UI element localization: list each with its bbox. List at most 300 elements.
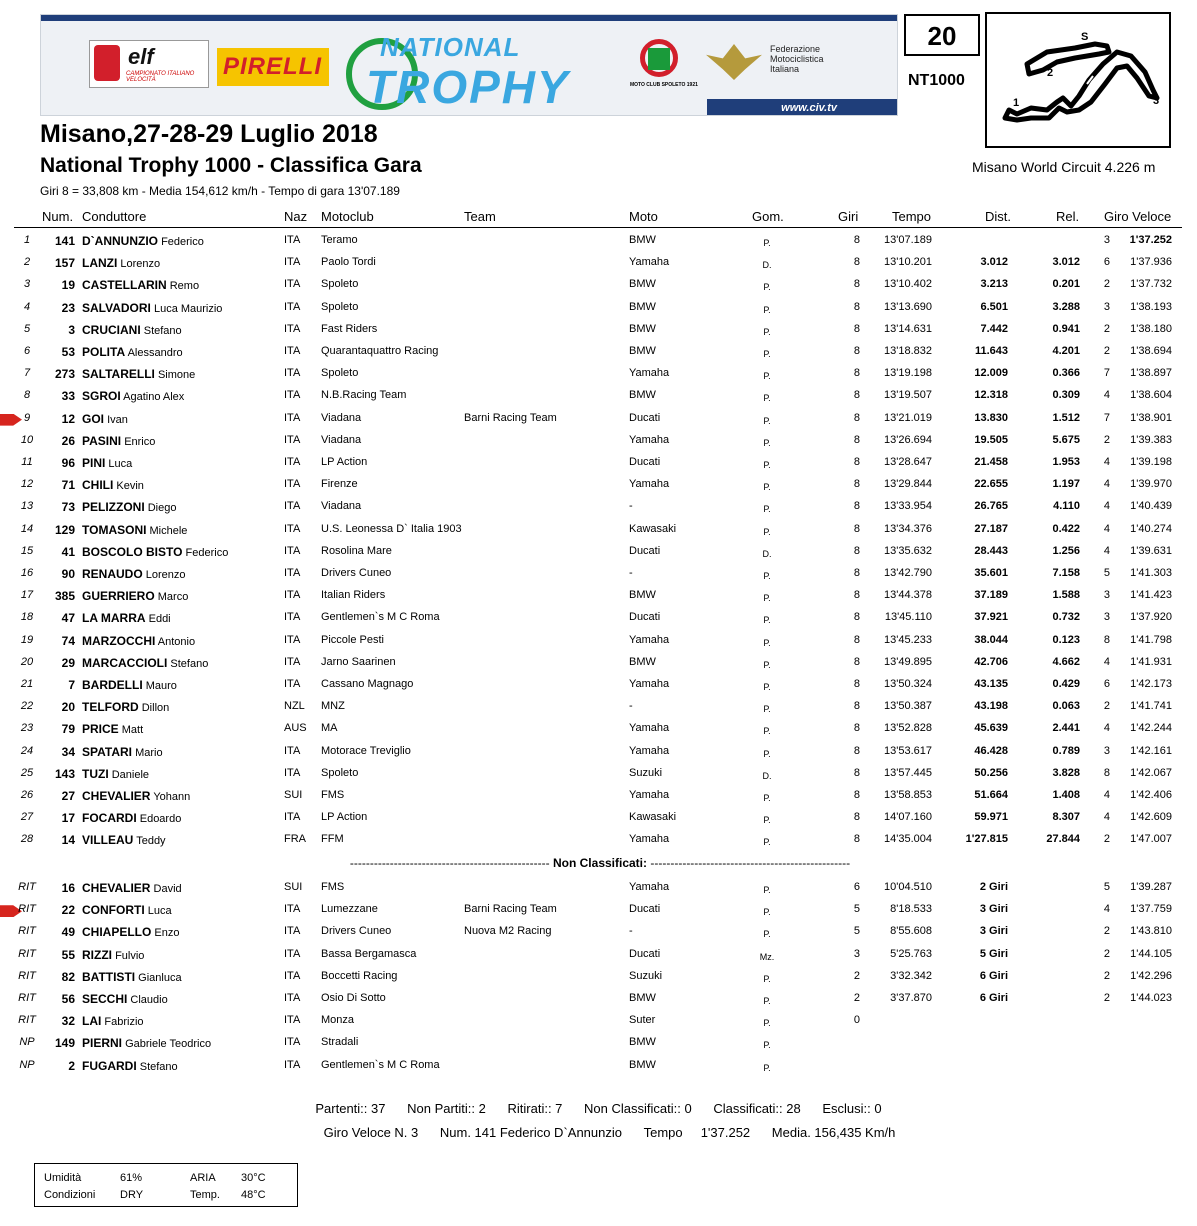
row-driver-firstname: Stefano bbox=[139, 1060, 178, 1073]
col-header-moto: Moto bbox=[629, 209, 658, 224]
row-gap-leader: 19.505 bbox=[974, 433, 1008, 446]
row-gap-leader: 28.443 bbox=[974, 544, 1008, 557]
row-laps: 8 bbox=[853, 611, 860, 624]
row-tyres: P. bbox=[763, 437, 771, 448]
row-gap-leader: 3 Giri bbox=[979, 925, 1008, 938]
row-laps: 8 bbox=[853, 478, 860, 491]
row-tyres: P. bbox=[763, 973, 771, 984]
row-driver-firstname: Stefano bbox=[170, 657, 209, 670]
row-tyres: P. bbox=[763, 929, 771, 940]
row-driver-surname: RENAUDO bbox=[82, 567, 143, 581]
row-driver bbox=[82, 767, 149, 781]
row-tyres: P. bbox=[763, 907, 771, 918]
row-gap-previous: 3.288 bbox=[1052, 300, 1080, 313]
row-number: 79 bbox=[61, 722, 75, 737]
row-driver-firstname: Fabrizio bbox=[104, 1016, 144, 1029]
row-tyres: Mz. bbox=[759, 951, 775, 962]
row-best-lap-time: 1'42.067 bbox=[1130, 766, 1172, 779]
row-gap-previous: 0.309 bbox=[1052, 389, 1080, 402]
row-team: Barni Racing Team bbox=[464, 411, 557, 424]
row-tyres: P. bbox=[763, 526, 771, 537]
row-best-lap-number: 8 bbox=[1103, 633, 1110, 646]
row-best-lap-number: 2 bbox=[1103, 278, 1110, 291]
row-laps: 2 bbox=[853, 992, 860, 1004]
row-tyres: P. bbox=[763, 393, 771, 404]
row-position: RIT bbox=[18, 925, 36, 938]
row-motoclub: Monza bbox=[321, 1014, 355, 1027]
row-tyres: P. bbox=[763, 593, 771, 604]
row-nationality: ITA bbox=[284, 655, 301, 668]
row-motoclub: Cassano Magnago bbox=[321, 678, 414, 690]
row-laps: 8 bbox=[853, 789, 860, 801]
row-nationality: ITA bbox=[284, 1014, 301, 1027]
row-time: 13'50.324 bbox=[884, 678, 932, 690]
row-position: 9 bbox=[23, 411, 31, 424]
row-tyres: P. bbox=[763, 482, 771, 493]
row-gap-leader: 37.189 bbox=[974, 589, 1008, 602]
table-row bbox=[0, 742, 1197, 764]
row-nationality: ITA bbox=[284, 903, 301, 916]
elf-civ-logo bbox=[89, 40, 209, 88]
row-time: 13'29.844 bbox=[884, 478, 932, 491]
table-row bbox=[0, 922, 1197, 944]
row-time: 13'19.198 bbox=[884, 367, 932, 380]
row-best-lap-time: 1'37.252 bbox=[1129, 234, 1172, 246]
row-gap-leader: 3.213 bbox=[980, 278, 1008, 291]
weather-humidity: 61% bbox=[120, 1172, 143, 1184]
row-number: 149 bbox=[54, 1036, 75, 1051]
row-best-lap-time: 1'37.732 bbox=[1130, 278, 1172, 291]
row-best-lap-time: 1'42.173 bbox=[1130, 678, 1172, 690]
row-driver-surname: FOCARDI bbox=[82, 811, 137, 826]
row-time: 13'49.895 bbox=[884, 655, 932, 668]
row-motoclub: Spoleto bbox=[321, 766, 359, 779]
row-laps: 8 bbox=[853, 456, 860, 468]
stat-partenti: Partenti:: 37 bbox=[315, 1101, 386, 1116]
row-motorcycle: BMW bbox=[629, 322, 656, 335]
fmi-logo bbox=[706, 42, 826, 86]
row-laps: 3 bbox=[853, 947, 860, 960]
row-gap-leader: 42.706 bbox=[974, 655, 1008, 668]
row-motoclub: Viadana bbox=[321, 433, 362, 446]
col-header-best: Giro Veloce bbox=[1104, 209, 1172, 224]
row-laps: 8 bbox=[853, 766, 860, 779]
row-time: 13'58.853 bbox=[884, 789, 932, 801]
row-motoclub: Gentlemen`s M C Roma bbox=[321, 1058, 440, 1071]
col-header-driver: Conduttore bbox=[82, 209, 147, 224]
row-motorcycle: - bbox=[629, 700, 633, 713]
row-driver-firstname: Eddi bbox=[148, 613, 171, 626]
row-gap-previous: 8.307 bbox=[1052, 811, 1080, 824]
fastest-lap-line bbox=[0, 1125, 1197, 1140]
row-driver bbox=[82, 278, 199, 292]
row-best-lap-time: 1'41.303 bbox=[1130, 567, 1172, 579]
separator-dashes-left: -------------------------------------------------- bbox=[349, 856, 553, 870]
row-nationality: ITA bbox=[284, 322, 301, 335]
row-nationality: ITA bbox=[284, 611, 301, 624]
weather-conditions-label: Condizioni bbox=[44, 1189, 96, 1201]
row-number: 55 bbox=[61, 947, 75, 962]
row-motoclub: Drivers Cuneo bbox=[321, 925, 392, 938]
row-gap-previous: 0.422 bbox=[1052, 522, 1080, 535]
row-tyres: P. bbox=[763, 837, 771, 848]
row-team: Nuova M2 Racing bbox=[464, 925, 552, 938]
row-motoclub: Piccole Pesti bbox=[321, 633, 384, 646]
civ-badge bbox=[94, 45, 120, 81]
row-laps: 5 bbox=[853, 925, 860, 938]
row-best-lap-number: 2 bbox=[1103, 833, 1110, 846]
row-nationality: NZL bbox=[284, 700, 305, 713]
row-driver-firstname: Remo bbox=[169, 280, 200, 293]
row-driver-surname: LANZI bbox=[82, 256, 118, 271]
row-team: Barni Racing Team bbox=[464, 903, 557, 916]
stat-non-partiti: Non Partiti:: 2 bbox=[407, 1101, 486, 1116]
col-header-team: Team bbox=[464, 209, 496, 224]
track-label-3: 3 bbox=[1153, 95, 1160, 107]
stat-esclusi: Esclusi:: 0 bbox=[822, 1101, 882, 1116]
row-number: 16 bbox=[61, 881, 75, 895]
row-best-lap-time: 1'37.920 bbox=[1130, 611, 1172, 624]
fmi-eagle-icon bbox=[706, 44, 762, 80]
fmi-line-1: Federazione bbox=[770, 44, 821, 54]
row-tyres: P. bbox=[763, 704, 771, 715]
row-nationality: ITA bbox=[284, 1058, 301, 1071]
fmi-line-2: Motociclistica bbox=[770, 54, 824, 64]
row-best-lap-number: 3 bbox=[1103, 234, 1110, 246]
row-nationality: AUS bbox=[284, 722, 307, 735]
row-driver-surname: LAI bbox=[82, 1014, 102, 1029]
row-tyres: P. bbox=[763, 748, 771, 759]
row-motoclub: Viadana bbox=[321, 500, 362, 513]
row-nationality: ITA bbox=[284, 522, 301, 535]
table-row bbox=[0, 989, 1197, 1011]
row-gap-leader: 21.458 bbox=[974, 456, 1008, 468]
row-number: 17 bbox=[61, 811, 75, 826]
banner-top-strip bbox=[41, 15, 897, 21]
row-time: 10'04.510 bbox=[884, 881, 932, 893]
row-tyres: D. bbox=[762, 770, 772, 781]
row-driver-surname: POLITA bbox=[82, 345, 126, 359]
row-driver bbox=[82, 948, 144, 962]
row-driver bbox=[82, 611, 171, 625]
row-gap-previous: 1.197 bbox=[1052, 478, 1080, 491]
row-best-lap-time: 1'38.180 bbox=[1130, 322, 1172, 335]
row-motorcycle: BMW bbox=[629, 992, 656, 1004]
row-number: 23 bbox=[61, 300, 75, 315]
row-driver bbox=[82, 567, 186, 581]
table-row bbox=[0, 231, 1197, 253]
row-motorcycle: BMW bbox=[629, 1036, 656, 1049]
fastest-lap-label: Giro Veloce N. 3 bbox=[323, 1125, 419, 1140]
row-gap-previous: 3.012 bbox=[1052, 256, 1080, 269]
row-position: 6 bbox=[23, 345, 31, 357]
table-row bbox=[0, 542, 1197, 564]
track-map bbox=[985, 12, 1171, 148]
row-driver bbox=[82, 389, 184, 403]
row-time: 13'52.828 bbox=[884, 722, 932, 735]
row-motorcycle: Suzuki bbox=[629, 766, 663, 779]
row-motoclub: Spoleto bbox=[321, 300, 359, 313]
row-tyres: P. bbox=[763, 885, 771, 895]
row-nationality: ITA bbox=[284, 678, 301, 690]
row-motoclub: Osio Di Sotto bbox=[321, 992, 386, 1004]
row-tyres: P. bbox=[763, 1062, 771, 1073]
weather-air-label: ARIA bbox=[190, 1172, 216, 1184]
row-best-lap-number: 6 bbox=[1103, 678, 1110, 690]
row-driver bbox=[82, 833, 166, 847]
row-laps: 2 bbox=[853, 969, 860, 982]
row-motoclub: Boccetti Racing bbox=[321, 969, 398, 982]
row-position: 14 bbox=[20, 522, 34, 535]
row-best-lap-number: 4 bbox=[1103, 456, 1110, 468]
row-driver-firstname: Antonio bbox=[157, 635, 196, 648]
row-number: 34 bbox=[61, 744, 75, 759]
row-gap-previous: 4.110 bbox=[1053, 500, 1080, 513]
class-code: NT1000 bbox=[908, 72, 965, 89]
elf-logo-text: elf bbox=[128, 44, 154, 69]
row-gap-previous: 0.732 bbox=[1052, 611, 1080, 624]
row-best-lap-time: 1'37.936 bbox=[1130, 256, 1172, 269]
row-tyres: P. bbox=[763, 637, 771, 648]
row-driver-firstname: Edoardo bbox=[139, 813, 182, 826]
track-map-icon bbox=[987, 14, 1169, 146]
row-position: 22 bbox=[20, 700, 34, 713]
row-gap-previous: 0.366 bbox=[1052, 367, 1080, 380]
table-row bbox=[0, 675, 1197, 697]
row-nationality: ITA bbox=[284, 992, 301, 1004]
col-header-giri: Giri bbox=[838, 209, 859, 224]
row-motorcycle: Ducati bbox=[629, 947, 661, 960]
row-tyres: P. bbox=[763, 793, 771, 803]
row-tyres: P. bbox=[763, 1040, 771, 1051]
separator-label: Non Classificati: bbox=[552, 856, 648, 870]
table-row bbox=[0, 1033, 1197, 1055]
row-position: 13 bbox=[20, 500, 34, 513]
row-driver-firstname: Daniele bbox=[111, 768, 150, 781]
row-position: 19 bbox=[20, 633, 34, 646]
row-gap-leader: 22.655 bbox=[974, 478, 1008, 491]
weather-conditions: DRY bbox=[120, 1189, 144, 1201]
row-position: 11 bbox=[21, 456, 33, 468]
row-best-lap-time: 1'38.604 bbox=[1130, 389, 1172, 402]
row-number: 14 bbox=[61, 833, 75, 848]
row-nationality: ITA bbox=[284, 500, 301, 513]
row-best-lap-number: 4 bbox=[1103, 478, 1110, 491]
row-laps: 8 bbox=[853, 300, 860, 313]
row-driver-surname: GOI bbox=[82, 411, 105, 426]
motoclub-text: MOTO CLUB SPOLETO 1921 bbox=[630, 82, 698, 88]
row-best-lap-number: 3 bbox=[1103, 744, 1110, 757]
row-time: 13'13.690 bbox=[884, 300, 932, 313]
row-best-lap-number: 3 bbox=[1103, 589, 1110, 602]
row-driver bbox=[82, 656, 208, 670]
row-gap-previous: 5.675 bbox=[1052, 433, 1080, 446]
row-motoclub: Bassa Bergamasca bbox=[321, 947, 417, 960]
row-motorcycle: Yamaha bbox=[629, 478, 670, 491]
row-nationality: ITA bbox=[284, 300, 301, 313]
row-position: NP bbox=[19, 1036, 35, 1049]
row-laps: 8 bbox=[853, 367, 860, 380]
row-best-lap-number: 2 bbox=[1103, 969, 1110, 982]
table-row bbox=[0, 608, 1197, 630]
row-number: 73 bbox=[61, 500, 75, 515]
row-gap-leader: 12.318 bbox=[974, 389, 1008, 402]
row-nationality: ITA bbox=[284, 811, 301, 824]
row-time: 5'25.763 bbox=[890, 947, 932, 960]
row-gap-leader: 5 Giri bbox=[979, 947, 1008, 960]
row-position: 17 bbox=[20, 589, 34, 602]
row-time: 8'18.533 bbox=[890, 903, 932, 916]
row-driver-surname: CASTELLARIN bbox=[82, 278, 167, 293]
row-driver-firstname: Enrico bbox=[124, 435, 156, 448]
row-best-lap-number: 2 bbox=[1103, 947, 1110, 960]
row-driver-surname: D`ANNUNZIO bbox=[82, 234, 158, 248]
row-best-lap-time: 1'39.198 bbox=[1130, 456, 1172, 468]
row-driver bbox=[82, 1014, 144, 1028]
row-nationality: ITA bbox=[284, 744, 301, 757]
table-row bbox=[0, 342, 1197, 364]
row-time: 13'45.110 bbox=[884, 611, 932, 624]
row-motoclub: LP Action bbox=[321, 456, 368, 468]
row-motorcycle: Yamaha bbox=[629, 789, 670, 801]
row-gap-previous: 0.123 bbox=[1052, 633, 1080, 646]
row-driver bbox=[82, 722, 143, 736]
weather-track-temp: 48°C bbox=[241, 1189, 266, 1201]
row-best-lap-number: 2 bbox=[1103, 345, 1110, 357]
row-driver bbox=[82, 1059, 178, 1073]
row-laps: 8 bbox=[853, 678, 860, 690]
table-row bbox=[0, 900, 1197, 922]
row-number: 49 bbox=[61, 925, 75, 940]
row-driver-firstname: Matt bbox=[121, 724, 144, 737]
row-driver-surname: FUGARDI bbox=[82, 1058, 137, 1073]
row-motorcycle: BMW bbox=[629, 389, 656, 402]
row-driver-surname: CHEVALIER bbox=[82, 881, 151, 895]
row-best-lap-number: 4 bbox=[1103, 811, 1110, 824]
row-best-lap-number: 2 bbox=[1103, 700, 1110, 713]
table-row bbox=[0, 475, 1197, 497]
row-driver-firstname: Ivan bbox=[107, 413, 128, 426]
row-laps: 8 bbox=[853, 567, 860, 579]
row-best-lap-time: 1'42.296 bbox=[1130, 969, 1172, 982]
motoclub-spoleto-logo bbox=[630, 39, 698, 89]
row-best-lap-number: 2 bbox=[1103, 322, 1110, 335]
row-laps: 8 bbox=[853, 234, 860, 246]
stat-ritirati: Ritirati:: 7 bbox=[507, 1101, 563, 1116]
track-label-2: 2 bbox=[1047, 67, 1054, 79]
row-tyres: P. bbox=[763, 282, 771, 293]
table-row bbox=[0, 453, 1197, 475]
row-number: 71 bbox=[61, 478, 75, 493]
row-position: 25 bbox=[20, 766, 34, 779]
row-gap-previous: 0.789 bbox=[1052, 744, 1080, 757]
table-row bbox=[0, 764, 1197, 786]
row-motoclub: Fast Riders bbox=[321, 322, 378, 335]
row-best-lap-time: 1'42.609 bbox=[1130, 811, 1172, 824]
row-driver-firstname: Simone bbox=[157, 369, 196, 382]
table-row bbox=[0, 275, 1197, 297]
row-gap-leader: 45.639 bbox=[974, 722, 1008, 735]
row-motorcycle: BMW bbox=[629, 278, 656, 291]
row-motorcycle: Yamaha bbox=[629, 433, 670, 446]
row-motorcycle: Yamaha bbox=[629, 678, 670, 690]
non-classified-separator bbox=[40, 856, 1160, 870]
separator-dashes-right: -------------------------------------------------- bbox=[647, 856, 851, 870]
row-driver-firstname: Alessandro bbox=[127, 347, 183, 359]
table-row bbox=[0, 564, 1197, 586]
row-best-lap-number: 2 bbox=[1103, 433, 1110, 446]
row-position: 16 bbox=[20, 567, 34, 579]
row-motorcycle: BMW bbox=[629, 300, 656, 313]
row-time: 13'45.233 bbox=[884, 633, 932, 646]
table-row bbox=[0, 719, 1197, 741]
row-gap-leader: 7.442 bbox=[980, 322, 1008, 335]
col-header-rel: Rel. bbox=[1056, 209, 1080, 224]
row-best-lap-number: 4 bbox=[1103, 522, 1110, 535]
row-best-lap-time: 1'43.810 bbox=[1130, 925, 1172, 938]
row-number: 3 bbox=[68, 322, 75, 337]
row-number: 33 bbox=[61, 389, 75, 404]
row-motoclub: Jarno Saarinen bbox=[321, 655, 396, 668]
row-driver bbox=[82, 811, 181, 825]
row-laps: 8 bbox=[853, 655, 860, 668]
row-motorcycle: Yamaha bbox=[629, 633, 670, 646]
row-gap-previous: 2.441 bbox=[1052, 722, 1080, 735]
row-nationality: ITA bbox=[284, 433, 301, 446]
row-tyres: D. bbox=[762, 548, 772, 559]
row-best-lap-number: 4 bbox=[1103, 655, 1110, 668]
row-driver bbox=[82, 634, 195, 648]
row-gap-leader: 6 Giri bbox=[979, 969, 1008, 982]
row-time: 13'57.445 bbox=[884, 766, 932, 779]
table-row bbox=[0, 808, 1197, 830]
row-motorcycle: BMW bbox=[629, 589, 656, 602]
row-time: 13'07.189 bbox=[884, 234, 932, 246]
row-motorcycle: Yamaha bbox=[629, 881, 670, 893]
banner-url: www.civ.tv bbox=[781, 102, 837, 114]
row-driver-firstname: Gianluca bbox=[138, 971, 182, 984]
row-nationality: ITA bbox=[284, 589, 301, 602]
row-driver bbox=[82, 323, 182, 337]
row-number: 96 bbox=[61, 456, 75, 470]
row-driver-firstname: Claudio bbox=[130, 994, 168, 1006]
table-row bbox=[0, 967, 1197, 989]
row-motorcycle: Yamaha bbox=[629, 833, 670, 846]
row-driver bbox=[82, 545, 228, 559]
row-motoclub: Quarantaquattro Racing bbox=[321, 345, 439, 357]
row-number: 273 bbox=[54, 367, 75, 382]
weather-box bbox=[34, 1163, 298, 1207]
row-time: 13'26.694 bbox=[884, 433, 932, 446]
row-position: 27 bbox=[20, 811, 34, 824]
row-time: 13'14.631 bbox=[884, 322, 932, 335]
fastest-lap-speed: Media. 156,435 Km/h bbox=[771, 1125, 896, 1140]
row-best-lap-time: 1'41.798 bbox=[1130, 633, 1172, 646]
row-best-lap-time: 1'38.897 bbox=[1130, 367, 1172, 380]
row-driver-surname: PIERNI bbox=[82, 1036, 123, 1051]
row-driver-surname: RIZZI bbox=[82, 947, 112, 962]
row-tyres: P. bbox=[763, 326, 771, 337]
race-stats bbox=[0, 1101, 1197, 1116]
row-time: 8'55.608 bbox=[890, 925, 932, 938]
row-best-lap-time: 1'41.423 bbox=[1130, 589, 1172, 602]
row-motoclub: Stradali bbox=[321, 1036, 359, 1049]
row-nationality: ITA bbox=[284, 456, 301, 468]
row-gap-leader: 38.044 bbox=[974, 633, 1008, 646]
row-driver-surname: BOSCOLO BISTO bbox=[82, 544, 183, 559]
row-laps: 8 bbox=[853, 744, 860, 757]
row-motoclub: FFM bbox=[321, 833, 344, 846]
